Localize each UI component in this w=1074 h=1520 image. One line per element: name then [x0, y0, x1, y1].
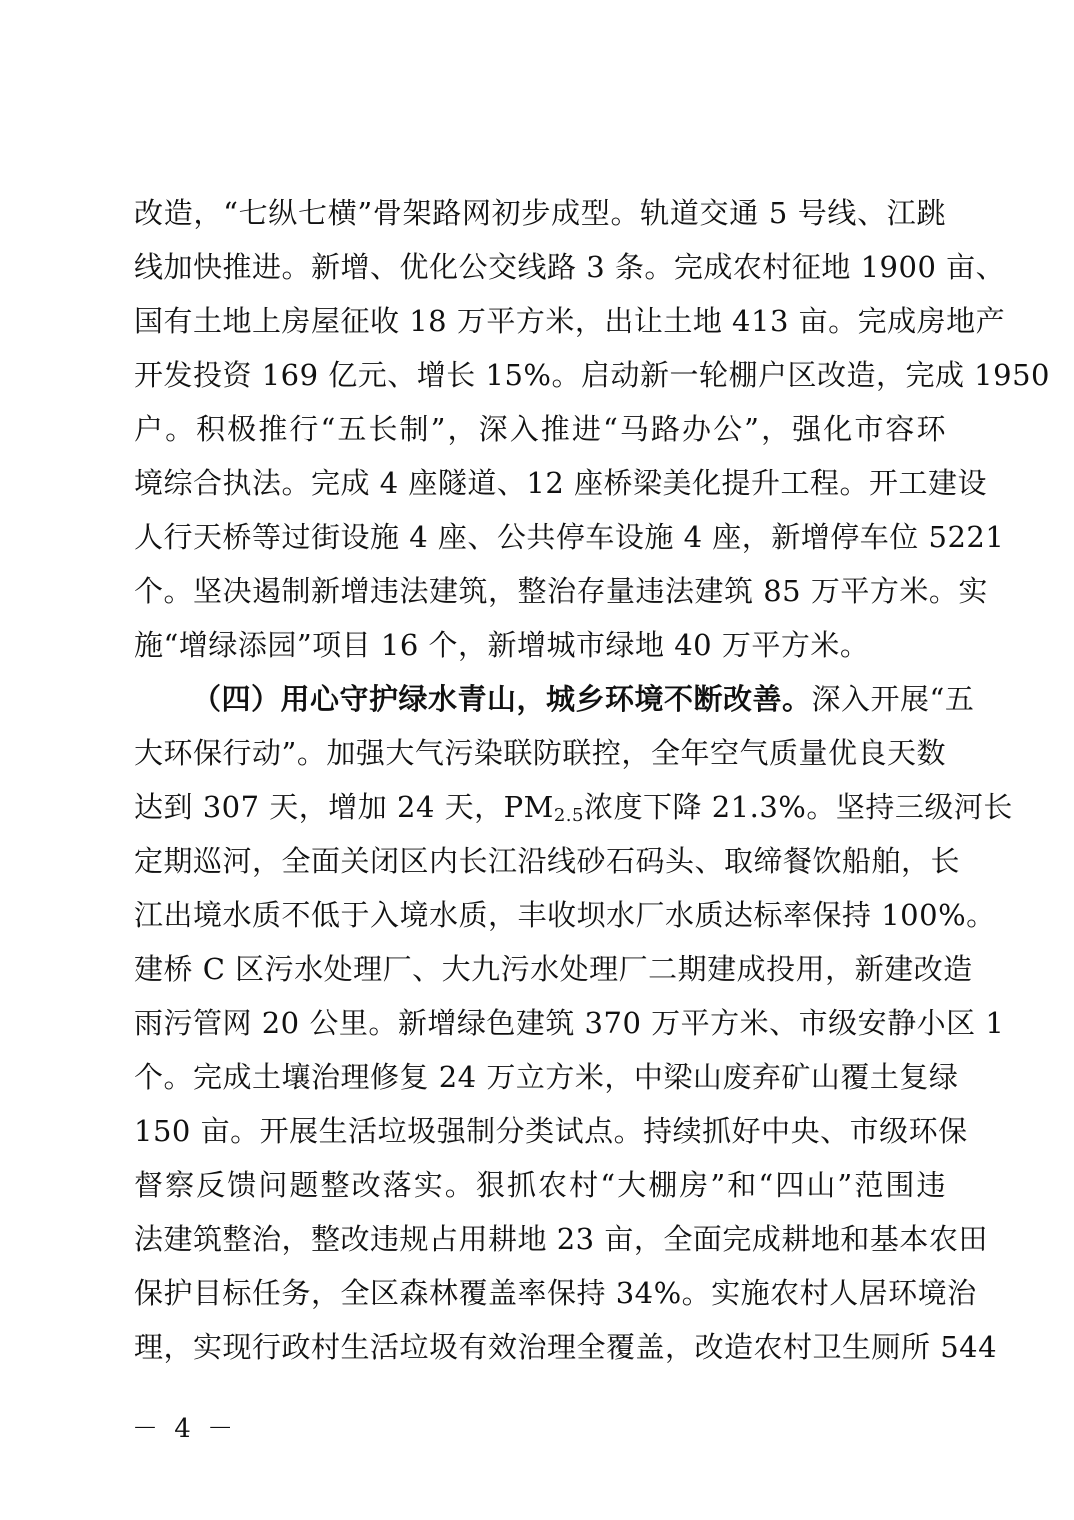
paragraph-line: 改造，“七纵七横”骨架路网初步成型。轨道交通 5 号线、江跳 [134, 196, 946, 230]
paragraph-line [134, 780, 1013, 834]
paragraph-line: 督察反馈问题整改落实。狠抓农村“大棚房”和“四山”范围违 [134, 1168, 946, 1202]
paragraph-line: 大环保行动”。加强大气污染联防联控，全年空气质量优良天数 [134, 736, 946, 770]
paragraph-line: 理，实现行政村生活垃圾有效治理全覆盖，改造农村卫生厕所 544 [134, 1330, 998, 1364]
paragraph-line: 户。积极推行“五长制”，深入推进“马路办公”，强化市容环 [134, 412, 946, 446]
section-heading: （四）用心守护绿水青山，城乡环境不断改善。 [192, 682, 812, 716]
page-number: － 4 － [132, 1414, 238, 1444]
paragraph-line: 国有土地上房屋征收 18 万平方米，出让土地 413 亩。完成房地产 [134, 304, 1006, 338]
paragraph-text: 深入开展“五 [811, 682, 975, 716]
paragraph-line: 保护目标任务，全区森林覆盖率保持 34%。实施农村人居环境治 [134, 1276, 977, 1310]
paragraph-line: 定期巡河，全面关闭区内长江沿线砂石码头、取缔餐饮船舶，长 [134, 844, 961, 878]
paragraph-text: 浓度下降 21.3%。坚持三级河长 [583, 790, 1013, 824]
paragraph-line: 施“增绿添园”项目 16 个，新增城市绿地 40 万平方米。 [134, 628, 870, 662]
paragraph-line: 开发投资 169 亿元、增长 15%。启动新一轮棚户区改造，完成 1950 [134, 358, 1050, 392]
paragraph-line: 人行天桥等过街设施 4 座、公共停车设施 4 座，新增停车位 5221 [134, 520, 1005, 554]
paragraph-line: 个。完成土壤治理修复 24 万立方米，中梁山废弃矿山覆土复绿 [134, 1060, 959, 1094]
paragraph-line: 线加快推进。新增、优化公交线路 3 条。完成农村征地 1900 亩、 [134, 250, 1006, 284]
paragraph-line: 150 亩。开展生活垃圾强制分类试点。持续抓好中央、市级环保 [134, 1114, 968, 1148]
paragraph-text: 达到 307 天，增加 24 天，PM [134, 790, 554, 824]
body-text [134, 186, 1050, 1374]
paragraph-line: 建桥 C 区污水处理厂、大九污水处理厂二期建成投用，新建改造 [134, 952, 973, 986]
subscript-text: 2.5 [553, 805, 584, 826]
paragraph-line: 个。坚决遏制新增违法建筑，整治存量违法建筑 85 万平方米。实 [134, 574, 988, 608]
paragraph-line: 法建筑整治，整改违规占用耕地 23 亩，全面完成耕地和基本农田 [134, 1222, 988, 1256]
paragraph-line: 境综合执法。完成 4 座隧道、12 座桥梁美化提升工程。开工建设 [134, 466, 988, 500]
paragraph-line: 江出境水质不低于入境水质，丰收坝水厂水质达标率保持 100%。 [134, 898, 996, 932]
section-heading-line [134, 672, 975, 726]
paragraph-line: 雨污管网 20 公里。新增绿色建筑 370 万平方米、市级安静小区 1 [134, 1006, 1005, 1040]
